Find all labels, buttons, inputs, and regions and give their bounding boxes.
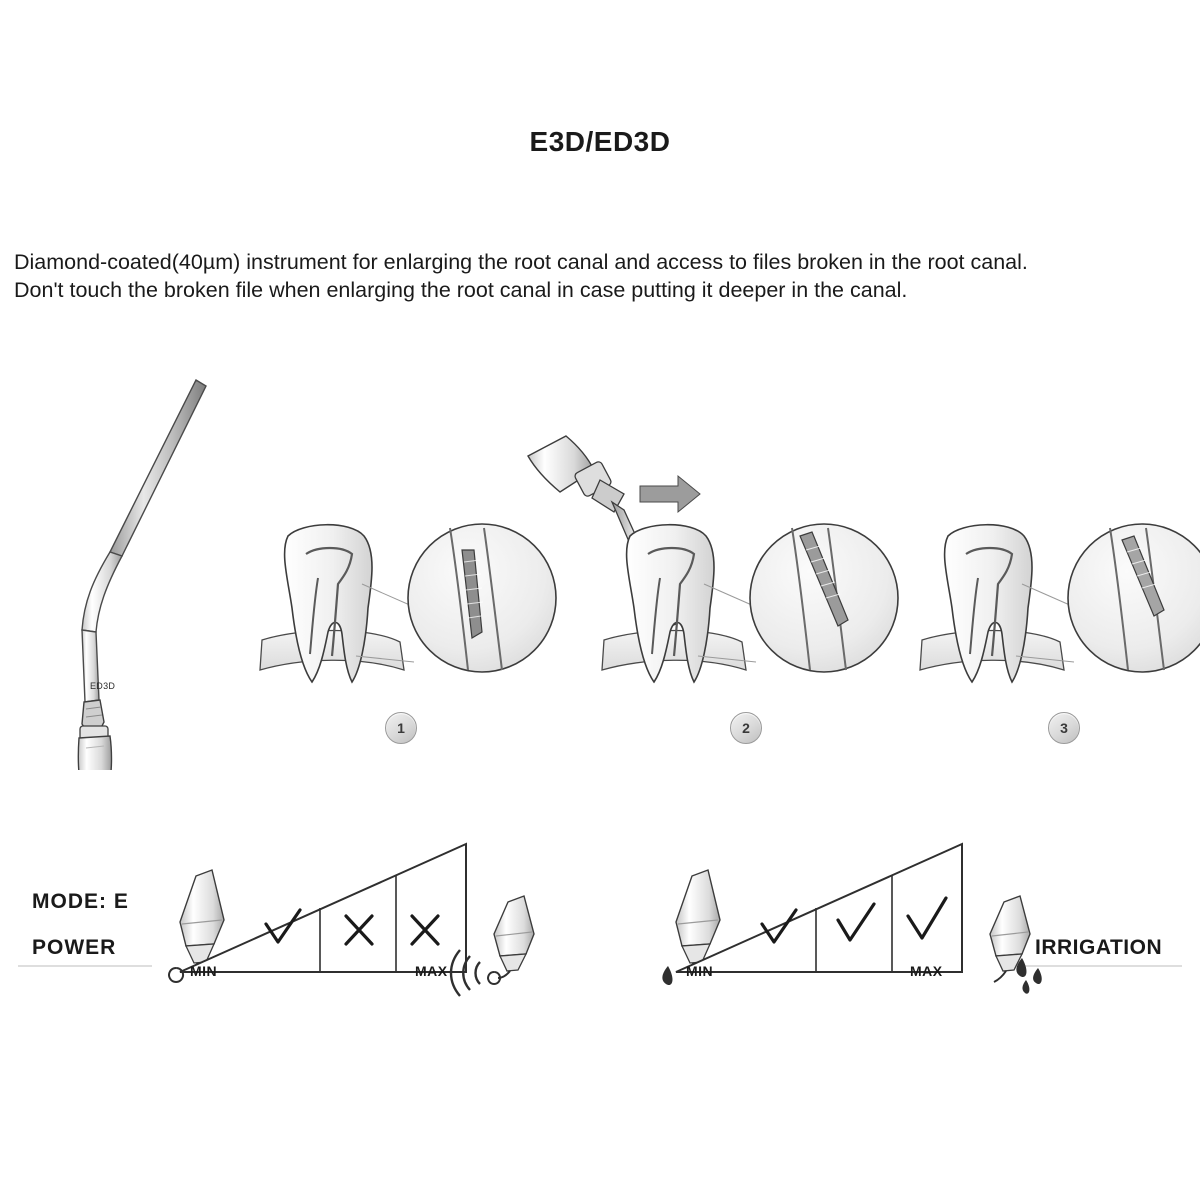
irrigation-scale-max-label: MAX: [910, 963, 943, 979]
illustration-svg: [0, 370, 1200, 770]
step-badge-1: 1: [385, 712, 417, 744]
power-scale-max-label: MAX: [415, 963, 448, 979]
page-title: E3D/ED3D: [529, 126, 671, 157]
tip-engraving-label: ED3D: [90, 681, 116, 691]
step-badge-3: 3: [1048, 712, 1080, 744]
power-scale: [180, 844, 466, 972]
irrigation-output-icon: [990, 896, 1042, 994]
step-badge-2: 2: [730, 712, 762, 744]
irrigation-label: IRRIGATION: [1035, 936, 1163, 959]
mode-label: MODE: E: [32, 890, 129, 913]
illustration-area: [0, 370, 1200, 770]
description-block: [14, 248, 1194, 304]
step-2-illustration: [528, 436, 898, 682]
description-line-2: Don't touch the broken file when enlarging the root canal in case putting it deeper in the canal.: [14, 278, 908, 302]
description-line-1: Diamond-coated(40µm) instrument for enlarging the root canal and access to files broken in the root canal.: [14, 250, 1028, 274]
tip-illustration: [78, 380, 206, 770]
power-scale-min-label: MIN: [190, 963, 218, 979]
settings-panel: [0, 820, 1200, 1040]
step-3-illustration: [920, 524, 1200, 682]
irrigation-scale-min-label: MIN: [686, 963, 714, 979]
irrigation-scale: [676, 844, 962, 972]
settings-svg: [0, 820, 1200, 1040]
power-label: POWER: [32, 936, 117, 959]
step-1-illustration: [260, 524, 556, 682]
